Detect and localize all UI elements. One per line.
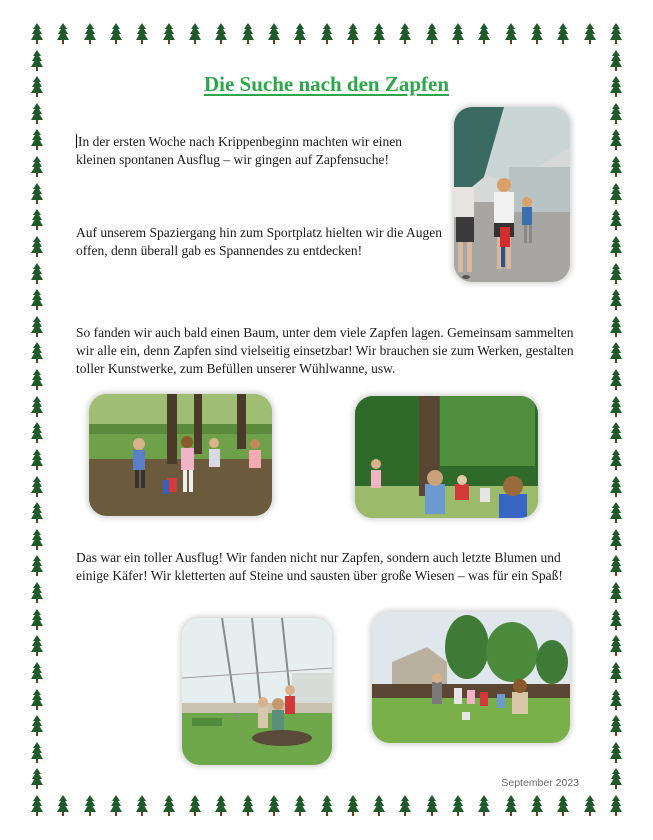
fir-tree-icon (30, 342, 44, 364)
fir-tree-icon (135, 23, 149, 45)
fir-tree-icon (609, 369, 623, 391)
fir-tree-icon (30, 502, 44, 524)
fir-tree-icon (609, 236, 623, 258)
paragraph-1-text: In der ersten Woche nach Krippenbeginn machten wir einen kleinen spontanen Ausflug – wir gingen auf Zapfensuche! (76, 134, 403, 167)
fir-tree-icon (609, 715, 623, 737)
fir-tree-icon (30, 555, 44, 577)
fir-tree-icon (30, 768, 44, 790)
fir-tree-icon (425, 795, 439, 817)
fir-tree-icon (30, 449, 44, 471)
fir-tree-icon (530, 23, 544, 45)
fir-tree-icon (530, 795, 544, 817)
fir-tree-icon (609, 635, 623, 657)
fir-tree-icon (609, 316, 623, 338)
fir-tree-icon (609, 795, 623, 817)
fir-tree-icon (30, 396, 44, 418)
fir-tree-icon (30, 103, 44, 125)
photo-children-under-tree (89, 394, 272, 516)
fir-tree-icon (30, 689, 44, 711)
paragraph-4: Das war ein toller Ausflug! Wir fanden nicht nur Zapfen, sondern auch letzte Blumen und einige Käfer! Wir kletterten auf Steine und sausten über große Wiesen – was für ein Spaß! (76, 550, 563, 583)
fir-tree-icon (451, 795, 465, 817)
fir-tree-icon (609, 396, 623, 418)
fir-tree-icon (30, 129, 44, 151)
fir-tree-icon (30, 662, 44, 684)
fir-tree-icon (609, 422, 623, 444)
fir-tree-icon (109, 795, 123, 817)
fir-tree-icon (30, 50, 44, 72)
paragraph-2: Auf unserem Spaziergang hin zum Sportplatz hielten wir die Augen offen, denn überall gab es Spannendes zu entdecken! (76, 225, 443, 258)
fir-tree-icon (56, 23, 70, 45)
text-cursor (76, 134, 77, 148)
photo-walk-to-sportplatz (454, 107, 570, 282)
fir-tree-icon (30, 476, 44, 498)
fir-tree-icon (556, 23, 570, 45)
fir-tree-icon (609, 555, 623, 577)
fir-tree-icon (398, 23, 412, 45)
fir-tree-icon (609, 263, 623, 285)
fir-tree-icon (477, 795, 491, 817)
fir-tree-icon (83, 23, 97, 45)
fir-tree-icon (30, 795, 44, 817)
fir-tree-icon (372, 795, 386, 817)
fir-tree-icon (609, 342, 623, 364)
fir-tree-icon (83, 795, 97, 817)
fir-tree-icon (372, 23, 386, 45)
fir-tree-icon (135, 795, 149, 817)
fir-tree-icon (30, 369, 44, 391)
fir-tree-icon (609, 502, 623, 524)
fir-tree-icon (451, 23, 465, 45)
fir-tree-icon (609, 156, 623, 178)
fir-tree-icon (293, 23, 307, 45)
fir-tree-icon (56, 795, 70, 817)
fir-tree-icon (346, 23, 360, 45)
fir-tree-icon (583, 23, 597, 45)
fir-tree-icon (162, 795, 176, 817)
paragraph-1 (76, 133, 421, 169)
fir-tree-icon (320, 795, 334, 817)
fir-tree-icon (30, 236, 44, 258)
fir-tree-icon (609, 689, 623, 711)
fir-tree-icon (609, 476, 623, 498)
fir-tree-icon (609, 662, 623, 684)
fir-tree-icon (30, 582, 44, 604)
fir-tree-icon (609, 609, 623, 631)
fir-tree-icon (162, 23, 176, 45)
fir-tree-icon (267, 23, 281, 45)
fir-tree-icon (609, 209, 623, 231)
photo-group-meadow (372, 612, 570, 743)
fir-tree-icon (609, 582, 623, 604)
fir-tree-icon (609, 50, 623, 72)
photo-climbing-stones (182, 618, 332, 765)
fir-tree-icon (609, 23, 623, 45)
fir-tree-icon (504, 795, 518, 817)
fir-tree-icon (609, 289, 623, 311)
fir-tree-icon (425, 23, 439, 45)
fir-tree-icon (30, 209, 44, 231)
fir-tree-icon (609, 449, 623, 471)
fir-tree-icon (214, 795, 228, 817)
fir-tree-icon (30, 422, 44, 444)
fir-tree-icon (30, 609, 44, 631)
fir-tree-icon (609, 768, 623, 790)
fir-tree-icon (30, 715, 44, 737)
fir-tree-icon (293, 795, 307, 817)
fir-tree-icon (320, 23, 334, 45)
fir-tree-icon (609, 129, 623, 151)
fir-tree-icon (188, 795, 202, 817)
fir-tree-icon (583, 795, 597, 817)
fir-tree-icon (346, 795, 360, 817)
fir-tree-icon (556, 795, 570, 817)
footer-date: September 2023 (501, 777, 579, 789)
fir-tree-icon (609, 529, 623, 551)
fir-tree-icon (30, 529, 44, 551)
page-title: Die Suche nach den Zapfen (203, 72, 450, 96)
fir-tree-icon (214, 23, 228, 45)
fir-tree-icon (30, 183, 44, 205)
fir-tree-icon (241, 23, 255, 45)
fir-tree-icon (398, 795, 412, 817)
fir-tree-icon (30, 156, 44, 178)
fir-tree-icon (109, 23, 123, 45)
fir-tree-icon (188, 23, 202, 45)
fir-tree-icon (30, 742, 44, 764)
fir-tree-icon (609, 103, 623, 125)
fir-tree-icon (30, 23, 44, 45)
fir-tree-icon (30, 289, 44, 311)
photo-children-near-hedge (355, 396, 538, 518)
paragraph-3: So fanden wir auch bald einen Baum, unter dem viele Zapfen lagen. Gemeinsam sammelten wir alle ein, denn Zapfen sind vielseitig einsetzbar! Wir brauchen sie zum Werken, gestalten toller Kunstwerke, zum Befüllen unserer Wühlwanne, usw. (76, 325, 574, 376)
fir-tree-icon (241, 795, 255, 817)
fir-tree-icon (504, 23, 518, 45)
fir-tree-icon (30, 635, 44, 657)
fir-tree-icon (30, 316, 44, 338)
fir-tree-icon (609, 742, 623, 764)
fir-tree-icon (267, 795, 281, 817)
fir-tree-icon (609, 183, 623, 205)
fir-tree-icon (477, 23, 491, 45)
fir-tree-icon (30, 263, 44, 285)
